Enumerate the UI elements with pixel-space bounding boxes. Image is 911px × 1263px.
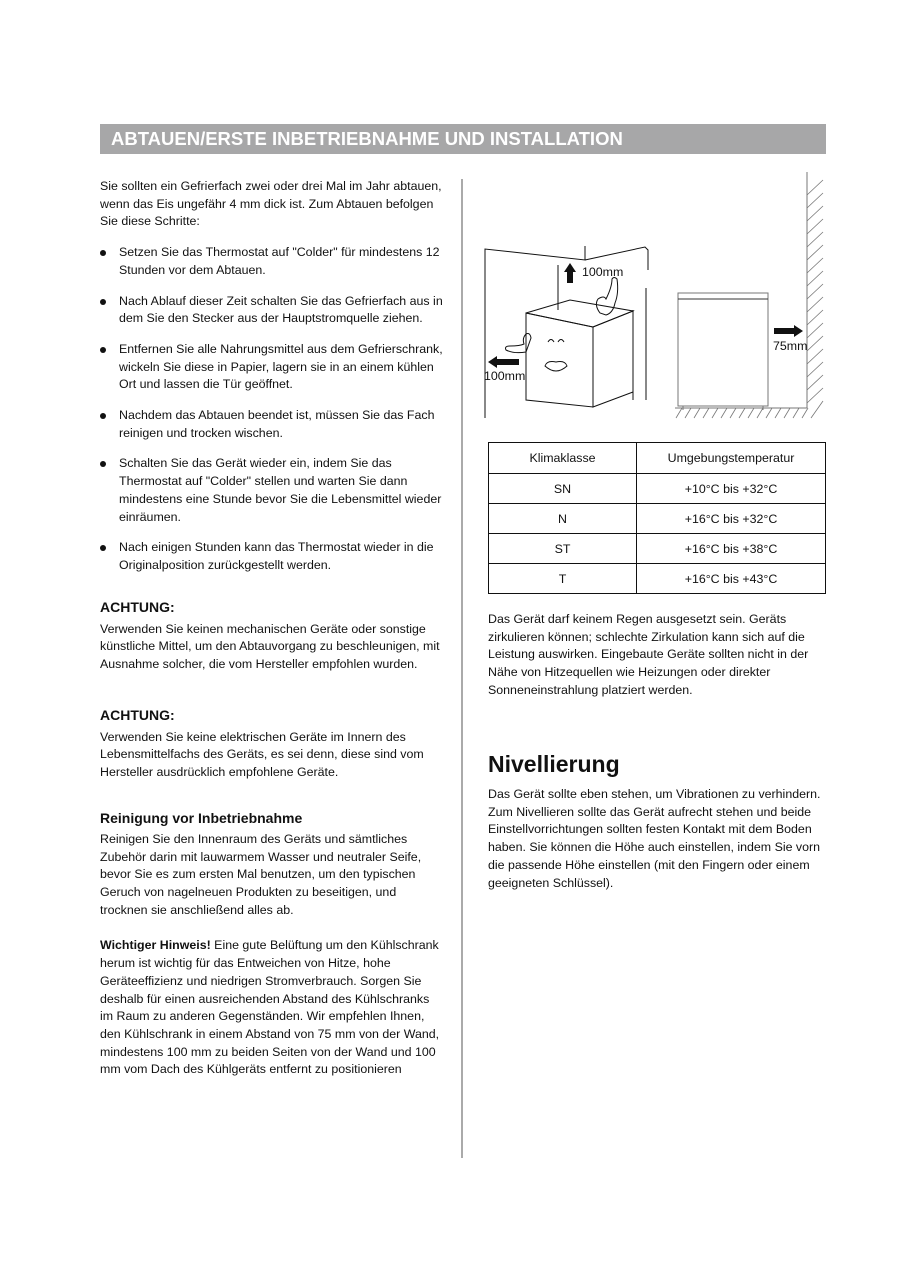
clearance-diagram: [478, 170, 838, 430]
top-clearance-label: 100mm: [582, 265, 624, 279]
hint-text: Eine gute Belüftung um den Kühlschrank herum ist wichtig für das Entweichen von Hitze, hohe Geräteeffizienz und niedrigen Stromverbrauch. Sorgen Sie deshalb für einen ausreichenden Abstand des Kühlschranks im Raum zu anderen Gegenständen. Wir empfehlen Ihnen, den Kühlschrank in einem Abstand von 75 mm von der Wand, mindestens 100 mm zu beiden Seiten von der Wand und 100 mm vom Dach des Kühlgeräts entfernt zu positionieren: [100, 938, 440, 1077]
warning-title-1: ACHTUNG:: [100, 598, 175, 615]
step-text: Nach einigen Stunden kann das Thermostat wieder in die Originalposition zurückgestellt werden.: [119, 540, 434, 572]
table-row: [489, 474, 826, 504]
bullet-icon: [100, 347, 106, 353]
table-header-row: [489, 443, 826, 474]
step-text: Nach Ablauf dieser Zeit schalten Sie das Gefrierfach aus in dem Sie den Stecker aus der Hauptstromquelle ziehen.: [119, 293, 443, 326]
step-text: Schalten Sie das Gerät wieder ein, indem Sie das Thermostat auf "Colder" stellen und warten Sie dann mindestens eine Stunde bevor Sie die Lebensmittel wieder einräumen.: [119, 456, 442, 524]
section-header-bar: [100, 124, 826, 154]
list-item: [100, 244, 445, 279]
table-cell: N: [489, 504, 637, 534]
warning-text-2: Verwenden Sie keine elektrischen Geräte im Innern des Lebensmittelfachs des Geräts, es sei denn, diese sind vom Hersteller ausdrücklich empfohlene Geräte.: [100, 729, 424, 780]
table-cell: T: [489, 564, 637, 594]
placement-note: Das Gerät darf keinem Regen ausgesetzt sein. Geräts zirkulieren können; schlechte Zirkulation kann sich auf die Leistung auswirken. Eingebaute Geräte sollten nicht in der Nähe von Hitzequellen wie Heizungen oder direkter Sonneneinstrahlung platziert werden.: [488, 612, 809, 697]
climate-class-table: [488, 442, 826, 594]
table-row: [489, 534, 826, 564]
table-cell: SN: [489, 474, 637, 504]
left-column: [100, 178, 445, 1079]
bullet-icon: [100, 299, 106, 305]
section-title: ABTAUEN/ERSTE INBETRIEBNAHME UND INSTALLATION: [111, 128, 623, 149]
fridge-clearance-illustration: [478, 170, 838, 430]
step-text: Entfernen Sie alle Nahrungsmittel aus dem Gefrierschrank, wickeln Sie diese in Papier, lagern sie in an einem kühlen Ort und lassen die Tür geöffnet.: [119, 341, 443, 392]
side-clearance-label: 100mm: [484, 369, 526, 383]
cleaning-title: Reinigung vor Inbetriebnahme: [100, 809, 303, 826]
table-cell: +10°C bis +32°C: [637, 474, 826, 504]
cleaning-text: Reinigen Sie den Innenraum des Geräts und sämtliches Zubehör darin mit lauwarmem Wasser und neutraler Seife, bevor Sie es zum ersten Mal benutzen, um den typischen Geruch von nagelneuen Produkten zu beseitigen, und trocknen sie anschließend alles ab.: [100, 831, 422, 917]
bullet-icon: [100, 413, 106, 419]
step-text: Setzen Sie das Thermostat auf "Colder" für mindestens 12 Stunden vor dem Abtauen.: [119, 245, 440, 277]
leveling-text: Das Gerät sollte eben stehen, um Vibrationen zu verhindern. Zum Nivellieren sollte das Gerät aufrecht stehen und beide Einstellvorrichtungen sollten festen Kontakt mit dem Boden haben. Sie können die Höhe auch einstellen, indem Sie vorn die passende Höhe einstellen (mit den Fingern oder einem geeigneten Schlüssel).: [488, 787, 821, 890]
table-row: [489, 564, 826, 594]
warning-text-1: Verwenden Sie keinen mechanischen Geräte oder sonstige künstliche Mittel, um den Abtauvorgang zu beschleunigen, mit Ausnahme solcher, die vom Hersteller empfohlen wurden.: [100, 621, 440, 672]
ventilation-hint: [100, 937, 445, 1079]
column-header: Umgebungstemperatur: [637, 443, 826, 474]
table-row: [489, 504, 826, 534]
table-cell: +16°C bis +32°C: [637, 504, 826, 534]
bullet-icon: [100, 250, 106, 256]
table-cell: +16°C bis +43°C: [637, 564, 826, 594]
leveling-title: Nivellierung: [488, 751, 620, 777]
list-item: [100, 293, 445, 328]
column-header: Klimaklasse: [489, 443, 637, 474]
list-item: [100, 455, 445, 526]
list-item: [100, 539, 445, 574]
back-clearance-label: 75mm: [773, 339, 808, 353]
table-cell: ST: [489, 534, 637, 564]
bullet-icon: [100, 545, 106, 551]
hint-label: Wichtiger Hinweis!: [100, 938, 211, 953]
column-divider: [461, 179, 463, 1158]
warning-title-2: ACHTUNG:: [100, 706, 175, 723]
defrost-intro: Sie sollten ein Gefrierfach zwei oder drei Mal im Jahr abtauen, wenn das Eis ungefähr 4 mm dick ist. Zum Abtauen befolgen Sie diese Schritte:: [100, 179, 442, 229]
list-item: [100, 341, 445, 394]
defrost-steps-list: [100, 244, 445, 575]
bullet-icon: [100, 461, 106, 467]
table-cell: +16°C bis +38°C: [637, 534, 826, 564]
step-text: Nachdem das Abtauen beendet ist, müssen Sie das Fach reinigen und trocken wischen.: [119, 408, 435, 440]
list-item: [100, 407, 445, 442]
